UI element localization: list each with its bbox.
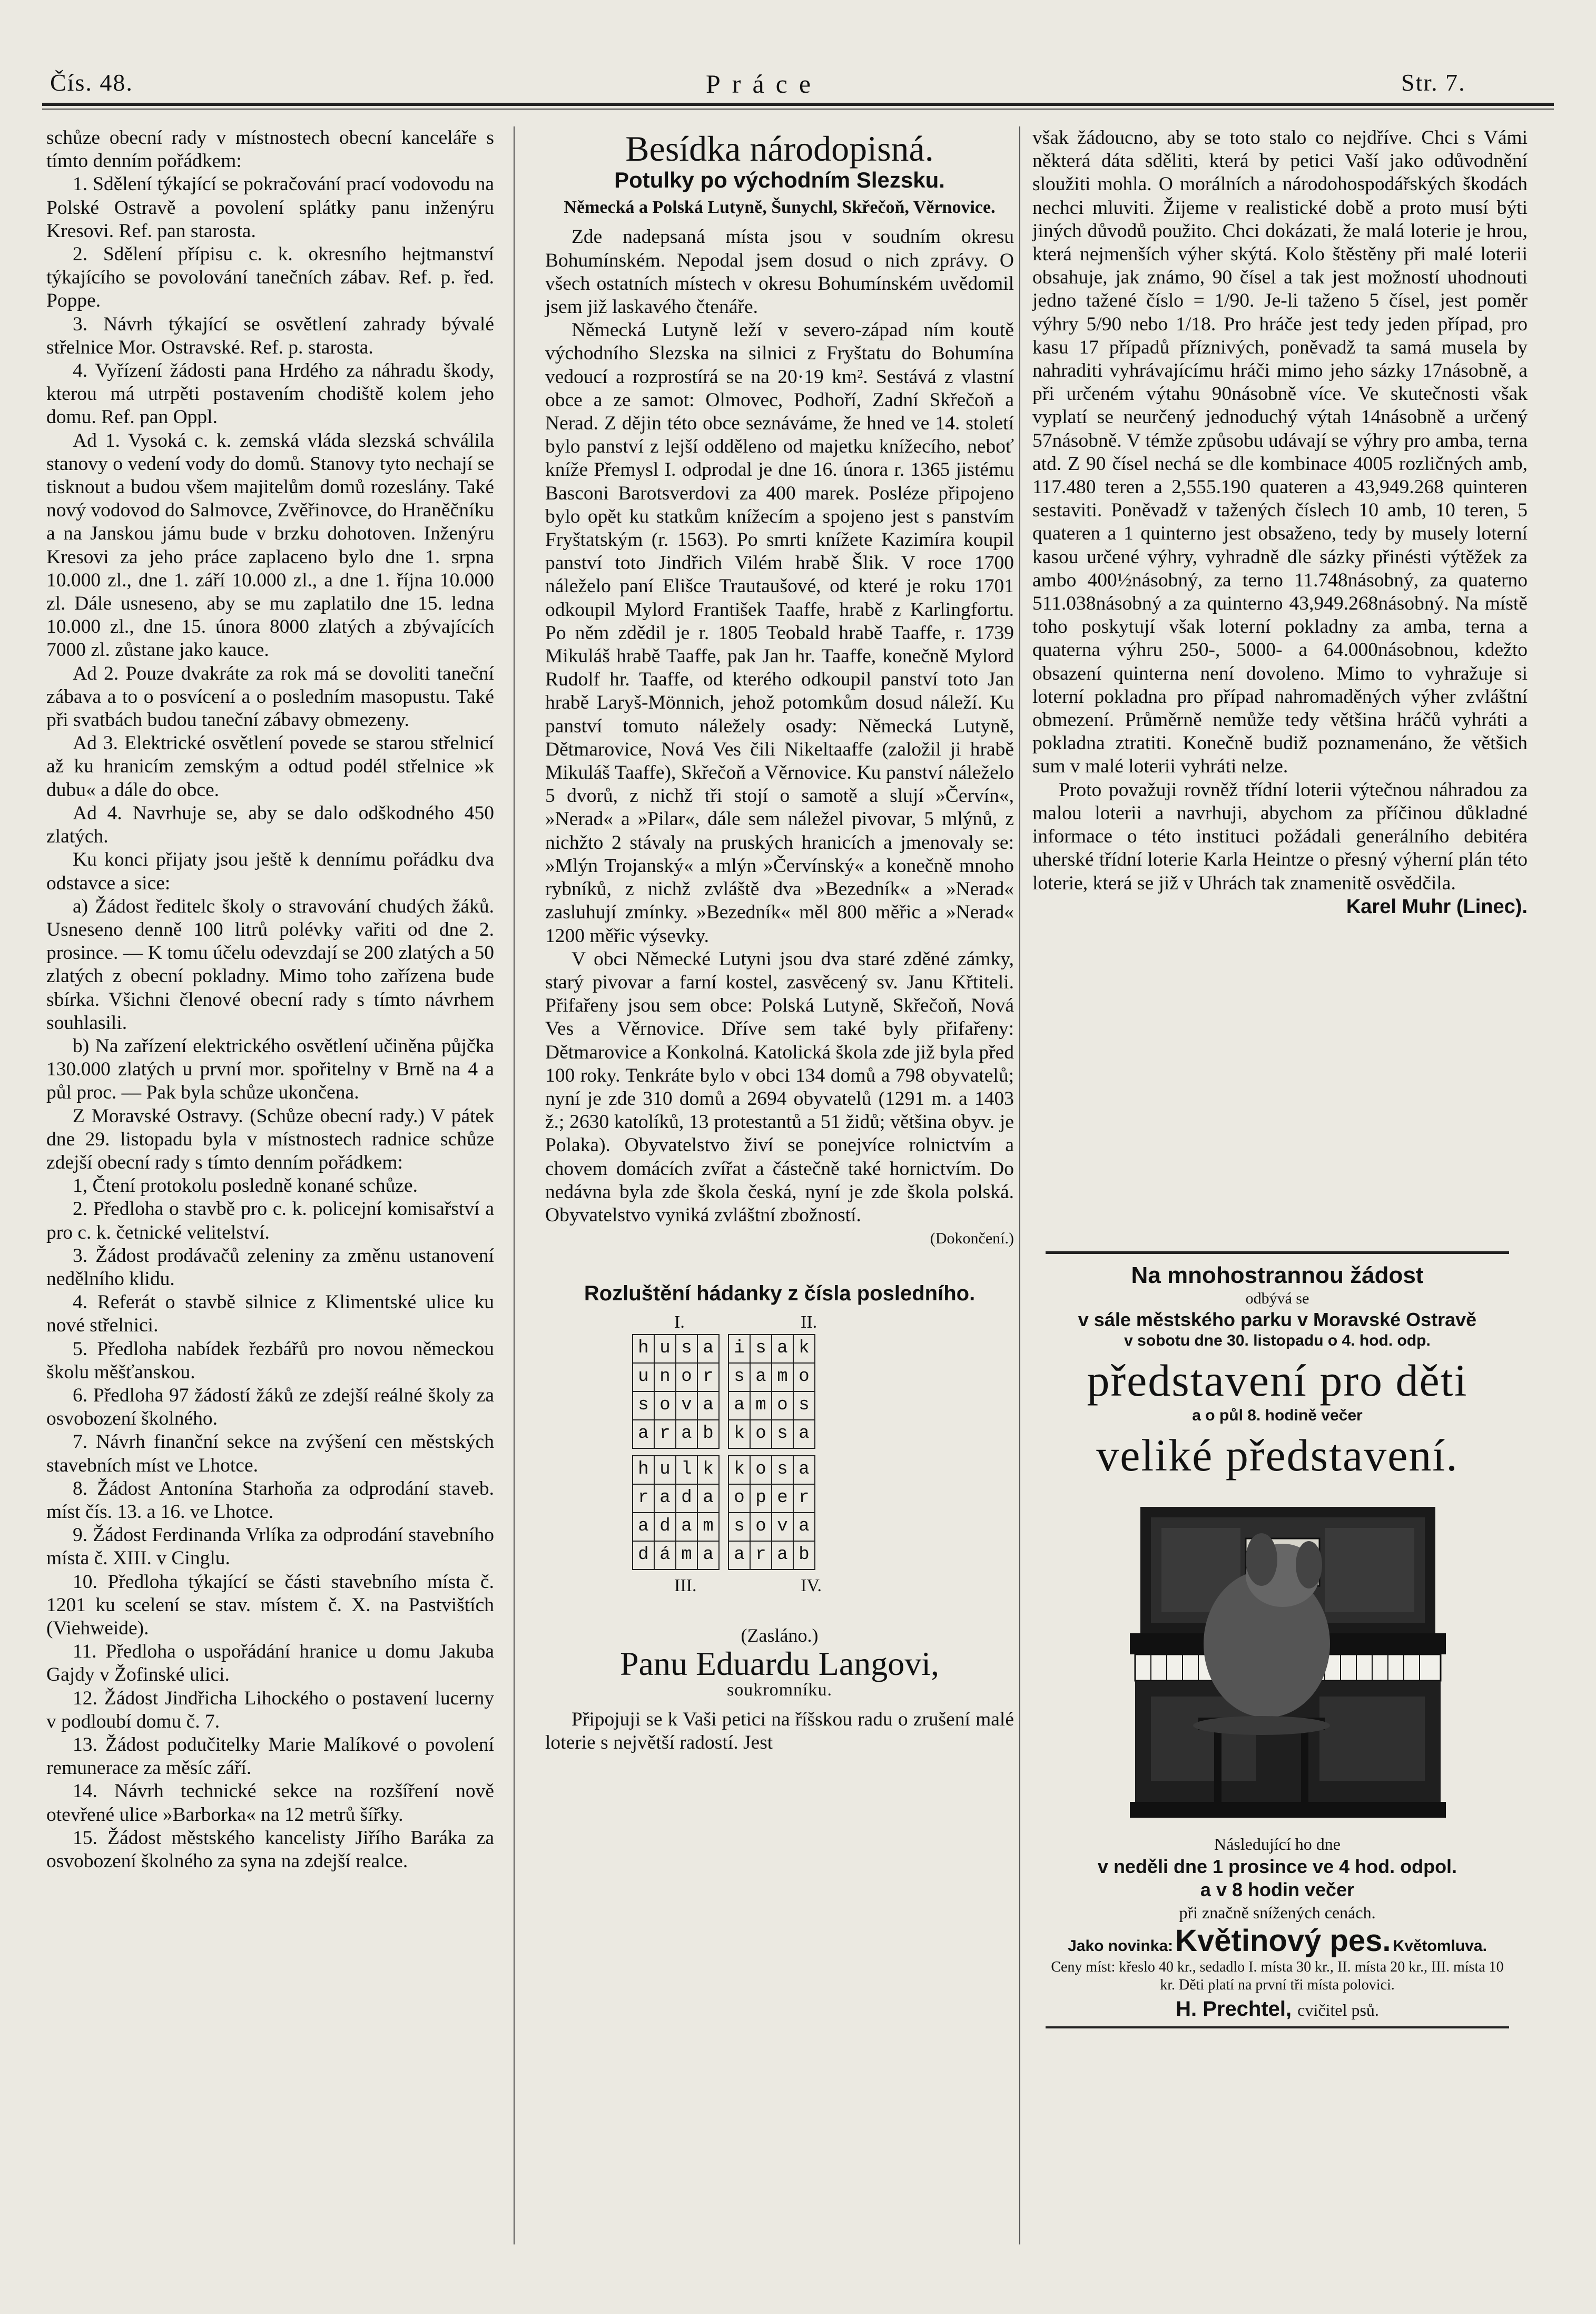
ad-novelty-sub: Květomluva. [1393, 1937, 1487, 1955]
letter-addressee-role: soukromníku. [727, 1680, 832, 1700]
riddle-cell: d [676, 1484, 697, 1513]
council-paragraph: 3. Návrh týkající se osvětlení zahrady bývalé střelnice Mor. Ostravské. Ref. p. starosta. [46, 313, 494, 358]
riddle-cell: s [750, 1335, 772, 1363]
riddle-cell: a [728, 1541, 750, 1570]
council-paragraph: Z Moravské Ostravy. (Schůze obecní rady.) V pátek dne 29. listopadu byla v místnostech radnice schůze zdejší obecní rady s tímto denním pořádkem: [46, 1105, 494, 1173]
council-paragraph: 4. Referát o stavbě silnice z Klimentské ulice ku nové střelnici. [46, 1291, 494, 1337]
riddle-cell: a [633, 1420, 654, 1448]
riddle-cell: a [697, 1541, 719, 1570]
ad-prices: Ceny míst: křeslo 40 kr., sedadlo I. místa 30 kr., II. místa 20 kr., III. místa 10 kr. Děti platí na první tři místa polovici. [1051, 1959, 1504, 1993]
riddle-cell: b [793, 1541, 815, 1570]
article-paragraph: V obci Německé Lutyni jsou dva staré zděné zámky, starý pivovar a farní kostel, zasvěcený sv. Janu Křtiteli. Přifařeny jsou sem obce: Polská Lutyně, Skřečoň, Nová Ves a Věrnovice. Dříve sem také byly přifařeny: Dětmarovice a Konkolná. Katolická škola zde již byla před 100 roky. Tenkráte bylo v obci 134 domů a 798 obyvatelů; nyní je zde 310 domů a 2694 obyvatelů (1291 m. a 1403 ž.; 2630 katolíků, 13 protestantů a 51 židů; většina obyv. je Polaka). Obyvatelstvo živí se ponejvíce rolnictvím a chovem domácích zvířat a částečně také hornictvím. Do nedávna byla zde škola česká, nyní je zde škola polská. Obyvatelstvo vyniká zvláštní zbožností. [545, 948, 1014, 1226]
riddle-cell: k [728, 1456, 750, 1484]
riddle-cell: h [633, 1335, 654, 1363]
advertisement-show [1046, 1251, 1509, 2028]
riddle-gap [719, 1484, 728, 1513]
riddle-cell: u [654, 1335, 676, 1363]
riddle-label-i: I. [674, 1312, 685, 1332]
council-paragraph: 2. Předloha o stavbě pro c. k. policejní komisařství a pro c. k. četnické velitelství. [46, 1198, 494, 1243]
riddle-cell: o [750, 1456, 772, 1484]
riddle-gap [719, 1513, 728, 1541]
riddle-grid [632, 1334, 815, 1570]
riddle-cell: p [750, 1484, 772, 1513]
riddle-cell: m [697, 1513, 719, 1541]
council-paragraph: Ad 1. Vysoká c. k. zemská vláda slezská schválila stanovy o vedení vody do domů. Stanovy tyto nechají se tisknout a budou všem majitelům domů rozeslány. Také nový vodovod do Salmovce, Zvěřinovce, do Hraněčníku a na Janskou jámu bude v brzku dohotoven. Inženýru Kresovi za jeho práce zaplaceno bylo dne 1. srpna 10.000 zl., dne 1. září 10.000 zl., a dne 1. října 10.000 zl. Dále usneseno, aby se mu zaplatilo dne 15. ledna 10.000 zl., dne 15. února 8000 zlatých a zbývajících 7000 zl. zůstane jako kauce. [46, 429, 494, 661]
riddle-title: Rozluštění hádanky z čísla posledního. [584, 1282, 976, 1306]
riddle-cell: a [793, 1456, 815, 1484]
letter-paragraph: Připojuji se k Vaši petici na říšskou radu o zrušení malé loterie s největší radostí. Jest [545, 1709, 1014, 1754]
ad-novelty-title: Květinový pes. [1175, 1924, 1391, 1958]
riddle-labels-bottom [545, 1574, 1014, 1597]
ad-headline: Na mnohostrannou žádost [1131, 1262, 1424, 1288]
riddle-cell: l [676, 1456, 697, 1484]
riddle-gap [719, 1541, 728, 1570]
riddle-cell: k [793, 1335, 815, 1363]
council-paragraph: 1. Sdělení týkající se pokračování prací vodovodu na Polské Ostravě a povolení splátky panu inženýru Kresovi. Ref. pan starosta. [46, 173, 494, 242]
riddle-cell: a [697, 1484, 719, 1513]
riddle-cell: a [793, 1420, 815, 1448]
riddle-cell: i [728, 1335, 750, 1363]
riddle-cell: a [697, 1335, 719, 1363]
riddle-cell: r [633, 1484, 654, 1513]
issue-number: Čís. 48. [50, 69, 133, 96]
letter-signature: Karel Muhr (Linec). [1346, 895, 1528, 918]
riddle-cell: e [772, 1484, 793, 1513]
riddle-row [633, 1541, 815, 1570]
council-paragraph: schůze obecní rady v místnostech obecní kanceláře s tímto denním pořádkem: [46, 127, 494, 172]
riddle-cell: o [750, 1513, 772, 1541]
riddle-row [633, 1456, 815, 1484]
header-rule-thin [42, 109, 1554, 110]
council-paragraph: 5. Předloha nabídek řezbářů pro novou německou školu měšťanskou. [46, 1338, 494, 1383]
ad-next-day: Následující ho dne [1214, 1835, 1341, 1854]
council-paragraph: 4. Vyřízení žádosti pana Hrdého za náhradu škody, kterou má utrpěti postavením chodiště kolem jeho domu. Ref. pan Oppl. [46, 360, 494, 428]
riddle-cell: o [728, 1484, 750, 1513]
dog-at-piano-illustration [1093, 1486, 1462, 1828]
ad-sunday-date: v neděli dne 1 prosince ve 4 hod. odpol. [1097, 1856, 1457, 1877]
ad-reduced-prices: při značně snížených cenách. [1179, 1903, 1376, 1922]
riddle-gap [633, 1448, 815, 1456]
riddle-cell: v [772, 1513, 793, 1541]
riddle-cell: m [676, 1541, 697, 1570]
riddle-cell: d [654, 1513, 676, 1541]
riddle-gap-row [633, 1448, 815, 1456]
article-paragraph: Zde nadepsaná místa jsou v soudním okresu Bohumínském. Nepodal jsem dosud o nich zprávy. O všech ostatních místech v okresu Bohumínském uvědomil jsem již laskavého čtenáře. [545, 226, 1014, 318]
riddle-cell: o [654, 1391, 676, 1420]
column-divider-1 [514, 126, 515, 2244]
council-paragraph: 6. Předloha 97 žádostí žáků ze zdejší reálné školy za osvobození školného. [46, 1384, 494, 1430]
riddle-gap [719, 1420, 728, 1448]
riddle-cell: a [772, 1335, 793, 1363]
riddle-cell: s [728, 1513, 750, 1541]
council-paragraph: a) Žádost ředitelc školy o stravování chudých žáků. Usneseno denně 100 litrů polévky vařiti od dne 2. prosince. — K tomu účelu odevzdají se 200 zlatých a 50 zlatých z obecní pokladny. Mimo toho zařízena bude sbírka. Všichni členové obecní rady s tímto návrhem souhlasili. [46, 895, 494, 1034]
ad-signature [1046, 1997, 1509, 2021]
letter-addressee: Panu Eduardu Langovi, [619, 1644, 940, 1682]
riddle-cell: s [676, 1335, 697, 1363]
council-paragraph: 2. Sdělení přípisu c. k. okresního hejtmanství týkajícího se povolování tanečních zábav. Ref. p. řed. Poppe. [46, 243, 494, 312]
riddle-cell: a [676, 1513, 697, 1541]
riddle-cell: a [676, 1420, 697, 1448]
riddle-cell: a [697, 1391, 719, 1420]
riddle-row [633, 1363, 815, 1391]
continued-note: (Dokončení.) [930, 1230, 1014, 1248]
riddle-label-ii: II. [801, 1312, 817, 1332]
riddle-row [633, 1513, 815, 1541]
riddle-cell: a [793, 1513, 815, 1541]
riddle-cell: b [697, 1420, 719, 1448]
sent-in-label: (Zasláno.) [741, 1624, 819, 1646]
riddle-cell: s [772, 1420, 793, 1448]
column-divider-2 [1019, 126, 1020, 2244]
riddle-row [633, 1391, 815, 1420]
ad-date: v sobotu dne 30. listopadu o 4. hod. odp. [1124, 1332, 1431, 1349]
page-number: Str. 7. [1401, 69, 1466, 96]
riddle-label-iv: IV. [801, 1575, 822, 1595]
ad-text: odbývá se [1245, 1290, 1309, 1307]
riddle-cell: a [654, 1484, 676, 1513]
riddle-row [633, 1420, 815, 1448]
ad-novelty-label: Jako novinka: [1068, 1937, 1174, 1955]
riddle-cell: o [772, 1391, 793, 1420]
riddle-cell: k [728, 1420, 750, 1448]
riddle-cell: a [772, 1541, 793, 1570]
council-paragraph: 1, Čtení protokolu posledně konané schůze. [73, 1175, 418, 1197]
column-lottery-letter [1032, 126, 1528, 918]
riddle-row [633, 1335, 815, 1363]
header-rule [42, 103, 1554, 106]
council-paragraph: 3. Žádost prodávačů zeleniny za změnu ustanovení nedělního klidu. [46, 1244, 494, 1290]
column-ethnography [545, 126, 1014, 1755]
riddle-cell: s [728, 1363, 750, 1391]
riddle-cell: a [750, 1363, 772, 1391]
section-title: Besídka národopisná. [625, 129, 934, 169]
riddle-cell: s [633, 1391, 654, 1420]
letter-paragraph: Proto považuji rovněž třídní loterii výtečnou náhradou za malou loterii a navrhuji, abychom za příčinou důkladné informace o této instituci požádali generálního debitéra uherské třídní loterie Karla Heintze o přesný výherní plán této loterie, která se již v Uhrách tak znamenitě osvědčila. [1032, 779, 1528, 894]
council-paragraph: Ad 4. Navrhuje se, aby se dalo odškodného 450 zlatých. [46, 802, 494, 848]
ad-main-show: veliké představení. [1096, 1430, 1459, 1480]
riddle-gap [719, 1363, 728, 1391]
ad-venue: v sále městského parku v Moravské Ostravě [1078, 1309, 1477, 1330]
council-paragraph: 14. Návrh technické sekce na rozšíření nově otevřené ulice »Barborka« na 12 metrů šířky. [46, 1780, 494, 1826]
riddle-cell: r [654, 1420, 676, 1448]
column-council-news [46, 126, 494, 1873]
newspaper-title: Práce [706, 69, 823, 99]
riddle-gap [719, 1391, 728, 1420]
article-paragraph: Německá Lutyně leží v severo-západ ním koutě východního Slezska na silnici z Fryštatu do Bohumína vedoucí a rozprostírá se na 20·19 km². Sestává z vlastní obce a ze samot: Olmovec, Podhoří, Zadní Skřečoň a Nerad. Z dějin této obce seznáváme, že hned ve 14. století bylo panství z lejší odděleno od majetku knížecího, neboť kníže Přemysl I. odprodal je dne 16. února r. 1365 jistému Basconi Barotsverdovi za 400 marek. Posléze připojeno bylo opět ku statkům knížecím a spojeno jest s panstvím Fryštatským (r. 1563). Po smrti knížete Kazimíra koupil panství toto Jindřich Vilém hrabě Šlik. V roce 1700 náleželo paní Elišce Trautaušové, od které je roku 1701 odkoupil Mylord František Taaffe, hrabě z Karlingfortu. Po něm zdědil je r. 1805 Teobald hrabě Taaffe, r. 1739 Mikuláš hrabě Taaffe, pak Jan hr. Taaffe, konečně Mylord Rudolf hr. Taaffe, od kterého odkoupil panství toto Jan hrabě Laryš-Mönnich, jehož potomkům dosud náleží. Ku panství tomuto náležely osady: Německá Lutyně, Dětmarovice, Nová Ves čili Nikeltaaffe (založil ji hrabě Mikuláš Taaffe), Skřečoň a Věrnovice. Ku panství náleželo 5 dvorů, z nichž tři stojí o samotě a slují »Červín«, »Nerad« a »Pilar«, dále sem náležel pivovar, 5 mlýnů, z nichžto 2 stávaly na pruských hranicích a jmenovaly se: »Mlýn Trojanský« a mlýn »Červínský« a konečně mnoho rybníků, z nichž zvláště dva »Bezedník« a »Nerad« zasluhují zmínky. »Bezedník« měl 800 měřic a »Nerad« 1200 měřic výsevky. [545, 319, 1014, 947]
ad-evening: a v 8 hodin večer [1200, 1879, 1355, 1900]
council-paragraph: 8. Žádost Antonína Starhoňa za odprodání staveb. míst čís. 13. a 16. ve Lhotce. [46, 1477, 494, 1523]
riddle-gap [719, 1335, 728, 1363]
riddle-cell: o [750, 1420, 772, 1448]
riddle-cell: v [676, 1391, 697, 1420]
council-paragraph: b) Na zařízení elektrického osvětlení učiněna půjčka 130.000 zlatých u první mor. spořitelny v Brně na 4 a půl proc. — Pak byla schůze ukončena. [46, 1035, 494, 1104]
riddle-cell: m [750, 1391, 772, 1420]
council-paragraph: Ad 3. Elektrické osvětlení povede se starou střelnicí až ku hranicím zemským a odtud podél střelnice »k dubu« a dále do obce. [46, 732, 494, 801]
council-paragraph: Ad 2. Pouze dvakráte za rok má se dovoliti taneční zábava a to o posvícení a o posledním masopustu. Také při svatbách budou taneční zábavy obmezeny. [46, 662, 494, 731]
article-title: Potulky po východním Slezsku. [614, 168, 945, 193]
riddle-cell: d [633, 1541, 654, 1570]
riddle-labels-top [545, 1311, 1014, 1334]
council-paragraph: 12. Žádost Jindřicha Lihockého o postavení lucerny v podloubí domu č. 7. [46, 1687, 494, 1732]
council-paragraph: 15. Žádost městského kancelisty Jiřího Baráka za osvobození školného za syna na zdejší realce. [46, 1827, 494, 1872]
council-paragraph: 13. Žádost podučitelky Marie Malíkové o povolení remunerace za měsíc září. [46, 1734, 494, 1779]
riddle-cell: n [654, 1363, 676, 1391]
riddle-cell: r [793, 1484, 815, 1513]
riddle-cell: á [654, 1541, 676, 1570]
riddle-cell: k [697, 1456, 719, 1484]
riddle-cell: m [772, 1363, 793, 1391]
riddle-cell: o [676, 1363, 697, 1391]
riddle-cell: u [654, 1456, 676, 1484]
ad-evening-time: a o půl 8. hodině večer [1192, 1407, 1363, 1424]
riddle-cell: s [772, 1456, 793, 1484]
council-paragraph: 9. Žádost Ferdinanda Vrlíka za odprodání stavebního místa č. XIII. v Cinglu. [46, 1524, 494, 1570]
ad-novelty [1046, 1923, 1509, 1958]
riddle-cell: u [633, 1363, 654, 1391]
council-paragraph: 10. Předloha týkající se části stavebního místa č. 1201 ku scelení se stav. místem č. X. na Pastvištích (Viehweide). [46, 1571, 494, 1639]
riddle-cell: r [750, 1541, 772, 1570]
ad-signature-role: cvičitel psů. [1297, 2001, 1379, 2019]
riddle-gap [719, 1456, 728, 1484]
ad-signature-name: H. Prechtel, [1176, 1997, 1292, 2021]
council-paragraph: 7. Návrh finanční sekce na zvýšení cen městských stavebních míst ve Lhotce. [46, 1431, 494, 1476]
council-paragraph: 11. Předloha o uspořádání hranice u domu Jakuba Gajdy v Žofinské ulici. [46, 1641, 494, 1686]
riddle-label-iii: III. [674, 1575, 697, 1595]
riddle-row [633, 1484, 815, 1513]
riddle-cell: s [793, 1391, 815, 1420]
riddle-cell: o [793, 1363, 815, 1391]
riddle-cell: a [633, 1513, 654, 1541]
riddle-cell: a [728, 1391, 750, 1420]
letter-paragraph: však žádoucno, aby se toto stalo co nejdříve. Chci s Vámi některá dáta sděliti, která by petici Vaší jako odůvodnění sloužiti mohla. O morálních a národohospodářských škodách nechci mluviti. Žijeme v realistické době a proto musí býti jiných důvodů použito. Chci dokázati, že malá loterie je hrou, která nejmenších výher skýtá. Kolo štěstěny při malé loterii obsahuje, jak známo, 90 čísel a tak jest možností uhodnouti jedno tažené číslo = 1/90. Je-li taženo 5 čísel, jest poměr výhry 5/90 nebo 1/18. Pro hráče jest tedy jeden případ, pro kasu 17 případů příznivých, poněvadž ta samá musela by nahraditi vyhrávajícímu hráči mimo jeho sázky 17násobně, a při určeném výtahu 90násobně více. Ve skutečnosti však vyplatí se neurčený jednoduchý výtah 14násobně a určený 57násobně. V témže způsobu udávají se výhry pro amba, terna atd. Z 90 čísel nechá se dle kombinace 4005 rozličných amb, 117.480 teren a 2,555.190 quateren a 43,949.268 quinteren sestaviti. Poněvadž v tažených číslech 10 amb, 10 teren, 5 quateren a 1 quinterno jest obsaženo, tedy by musely loterní kasou určené výhry, vyhradně dle sázky přinésti výtěžek za ambo 400½násobný, za terno 11.748násobný, za quaterno 511.038násobný a za quinterno 43,949.268násobný. Na místě toho poskytují však loterní pokladny za amba, terna a quaterna výhru 250-, 5000- a 64.000násobnou, kdežto obsazení quinterna není dovoleno. Mimo to vyhražuje si loterní pokladna pro případ nahromaděných výher zvláštní obmezení. Průměrně nemůže tedy většina hráčů vyhráti a pokladna ztratiti. Konečně budiž poznamenáno, že většich sum v malé loterii vyhráti nelze. [1032, 127, 1528, 778]
council-paragraph: Ku konci přijaty jsou ještě k dennímu pořádku dva odstavce a sice: [46, 849, 494, 894]
article-places: Německá a Polská Lutyně, Šunychl, Skřečoň, Věrnovice. [564, 198, 996, 218]
ad-children-show: představení pro děti [1087, 1355, 1468, 1406]
riddle-cell: h [633, 1456, 654, 1484]
riddle-cell: r [697, 1363, 719, 1391]
